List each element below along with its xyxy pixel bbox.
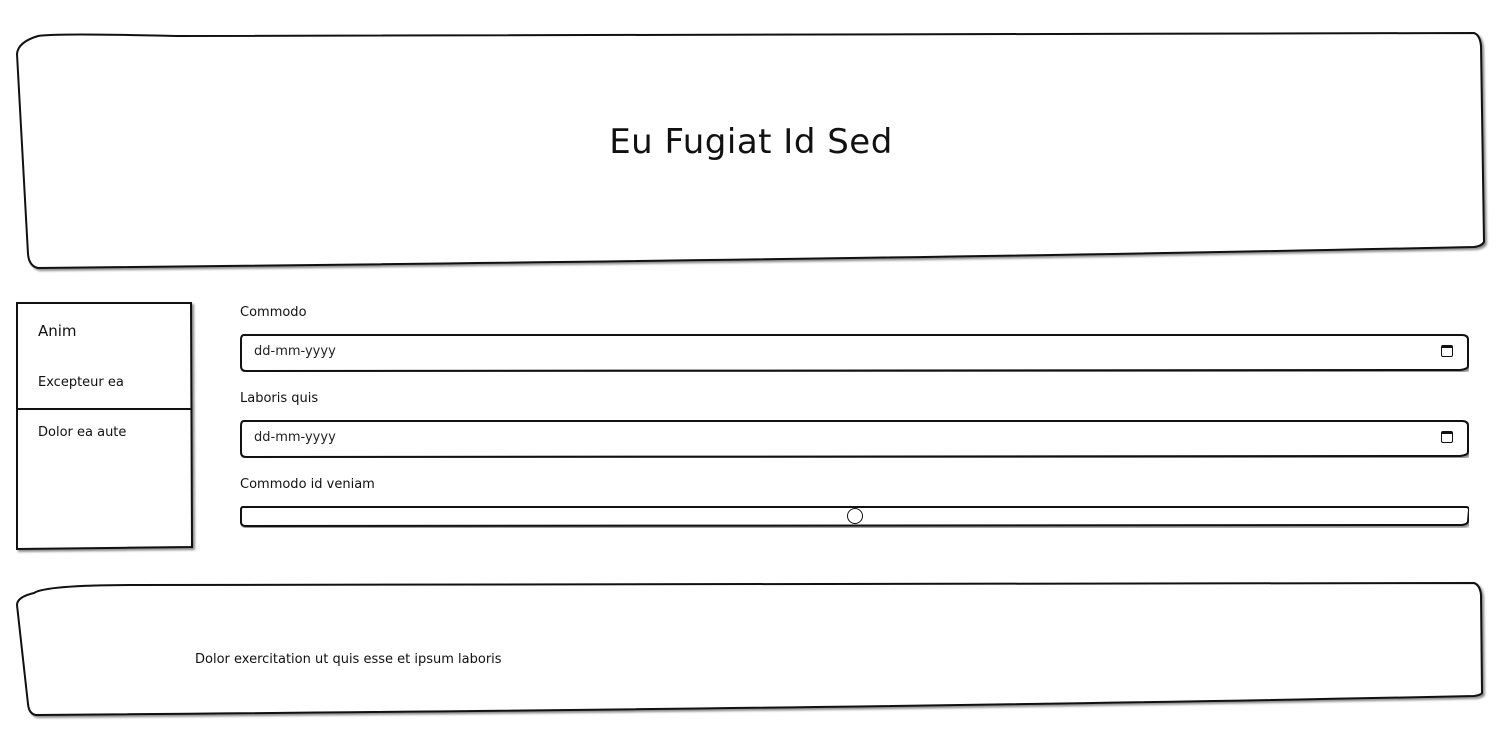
footer-text: Dolor exercitation ut quis esse et ipsum laboris — [195, 652, 502, 667]
sidebar-heading: Anim — [38, 322, 77, 340]
slider-thumb[interactable] — [847, 508, 863, 524]
calendar-icon[interactable] — [1441, 345, 1453, 357]
laboris-quis-date-placeholder: dd-mm-yyyy — [254, 430, 336, 445]
sidebar-item-excepteur-ea[interactable]: Excepteur ea — [38, 375, 124, 390]
commodo-id-veniam-slider[interactable] — [240, 506, 1469, 528]
page-title: Eu Fugiat Id Sed — [609, 122, 893, 162]
sidebar-divider — [16, 408, 192, 410]
commodo-date-placeholder: dd-mm-yyyy — [254, 344, 336, 359]
laboris-quis-date-input[interactable] — [240, 420, 1469, 458]
laboris-quis-label: Laboris quis — [240, 391, 319, 406]
header-panel — [16, 32, 1486, 270]
footer-panel — [16, 583, 1484, 716]
commodo-date-input[interactable] — [240, 334, 1469, 372]
sidebar-item-dolor-ea-aute[interactable]: Dolor ea aute — [38, 425, 127, 440]
sidebar — [16, 302, 192, 550]
calendar-icon[interactable] — [1441, 431, 1453, 443]
commodo-label: Commodo — [240, 305, 307, 320]
commodo-id-veniam-label: Commodo id veniam — [240, 477, 375, 492]
